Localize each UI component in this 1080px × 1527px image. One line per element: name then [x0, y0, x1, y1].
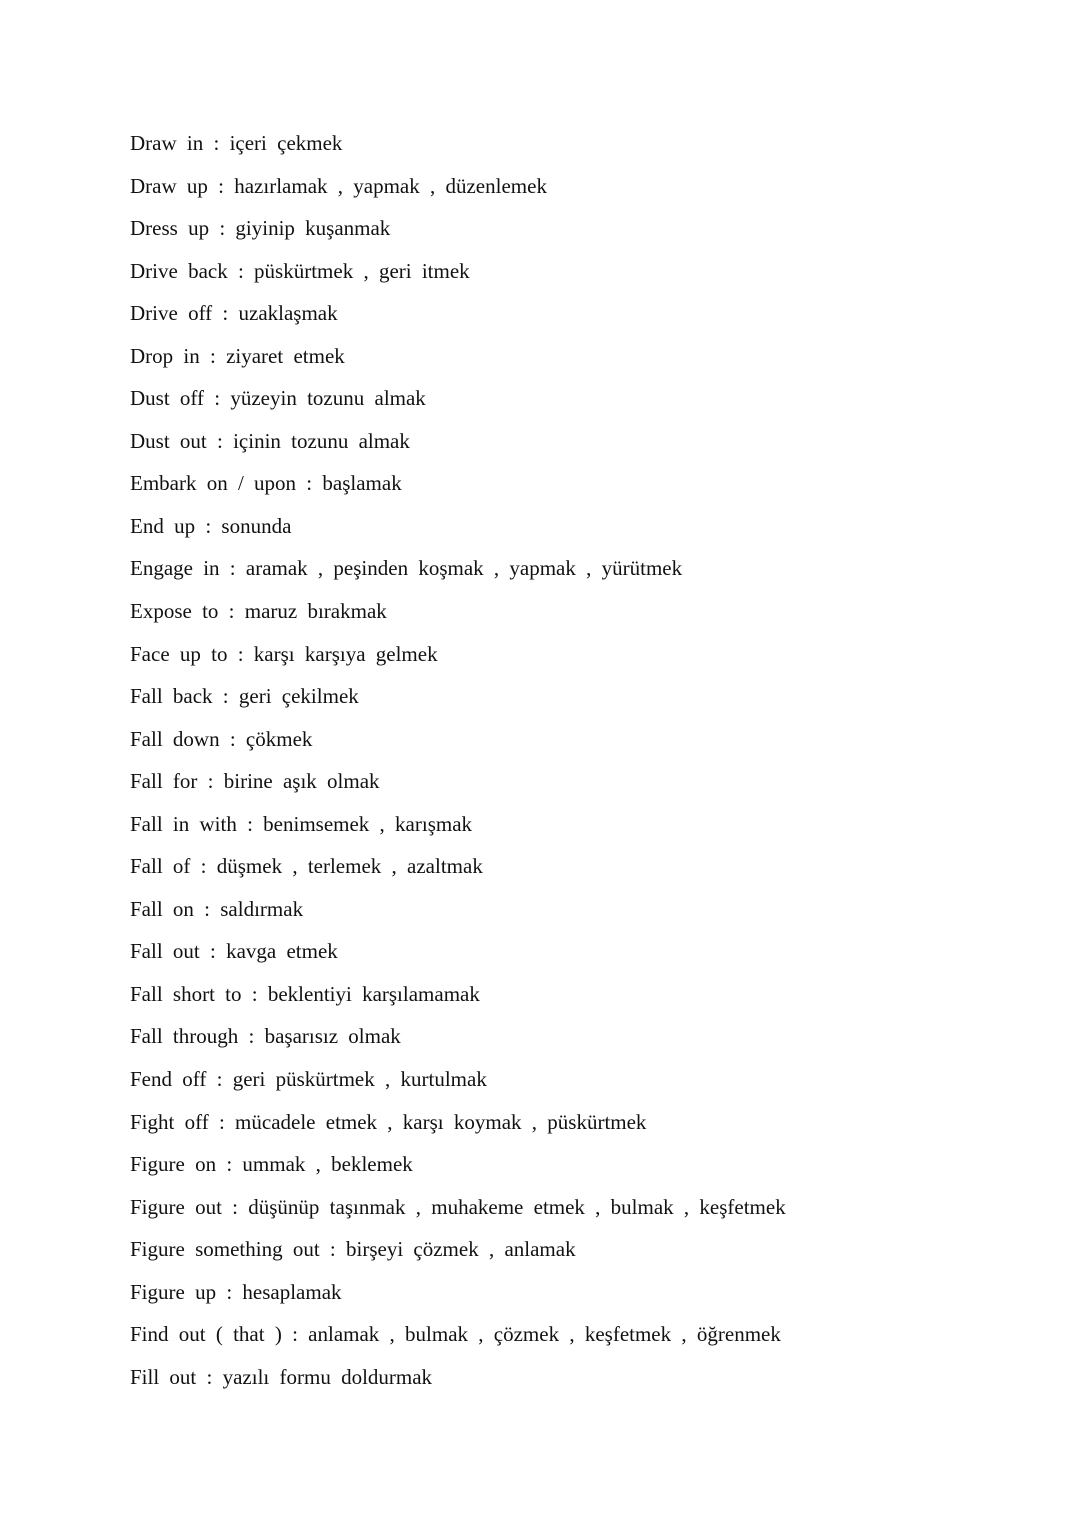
phrasal-verb-entry: Fall in with : benimsemek , karışmak	[130, 811, 473, 836]
phrasal-verb-entry: Figure on : ummak , beklemek	[130, 1152, 413, 1177]
phrasal-verb-entry: Figure something out : birşeyi çözmek , anlamak	[130, 1237, 576, 1262]
phrasal-verb-entry: Dust out : içinin tozunu almak	[130, 428, 410, 453]
phrasal-verb-entry: Expose to : maruz bırakmak	[130, 599, 387, 624]
phrasal-verb-entry: Fall for : birine aşık olmak	[130, 769, 380, 794]
phrasal-verb-entry: Fend off : geri püskürtmek , kurtulmak	[130, 1067, 487, 1092]
phrasal-verb-entry: Fall short to : beklentiyi karşılamamak	[130, 981, 480, 1006]
phrasal-verb-entry: Draw up : hazırlamak , yapmak , düzenlemek	[130, 173, 547, 198]
phrasal-verb-entry: Fight off : mücadele etmek , karşı koymak , püskürtmek	[130, 1109, 647, 1134]
phrasal-verb-entry: Dust off : yüzeyin tozunu almak	[130, 386, 426, 411]
phrasal-verb-entry: Drive back : püskürtmek , geri itmek	[130, 258, 470, 283]
phrasal-verb-entry: Fall back : geri çekilmek	[130, 684, 359, 709]
phrasal-verb-entry: Figure up : hesaplamak	[130, 1279, 342, 1304]
phrasal-verb-entry: Engage in : aramak , peşinden koşmak , yapmak , yürütmek	[130, 556, 683, 581]
phrasal-verb-entry: Draw in : içeri çekmek	[130, 131, 343, 155]
phrasal-verb-entry: Embark on / upon : başlamak	[130, 471, 402, 496]
phrasal-verb-entry: Fall through : başarısız olmak	[130, 1024, 401, 1049]
phrasal-verb-entry: Figure out : düşünüp taşınmak , muhakeme etmek , bulmak , keşfetmek	[130, 1194, 786, 1219]
phrasal-verb-entry: Fall down : çökmek	[130, 726, 313, 751]
phrasal-verb-entry: Fall out : kavga etmek	[130, 939, 338, 964]
phrasal-verb-entry: Drive off : uzaklaşmak	[130, 301, 338, 326]
phrasal-verb-entry: Find out ( that ) : anlamak , bulmak , çözmek , keşfetmek , öğrenmek	[130, 1322, 781, 1347]
phrasal-verb-entry: Fall on : saldırmak	[130, 896, 304, 921]
phrasal-verb-entry: Fall of : düşmek , terlemek , azaltmak	[130, 854, 483, 879]
phrasal-verb-entry: Drop in : ziyaret etmek	[130, 343, 345, 368]
phrasal-verb-entry: Fill out : yazılı formu doldurmak	[130, 1364, 433, 1389]
phrasal-verb-entry: Face up to : karşı karşıya gelmek	[130, 641, 438, 666]
vocabulary-list	[130, 122, 1020, 1398]
phrasal-verb-entry: Dress up : giyinip kuşanmak	[130, 216, 391, 241]
phrasal-verb-entry: End up : sonunda	[130, 513, 292, 538]
